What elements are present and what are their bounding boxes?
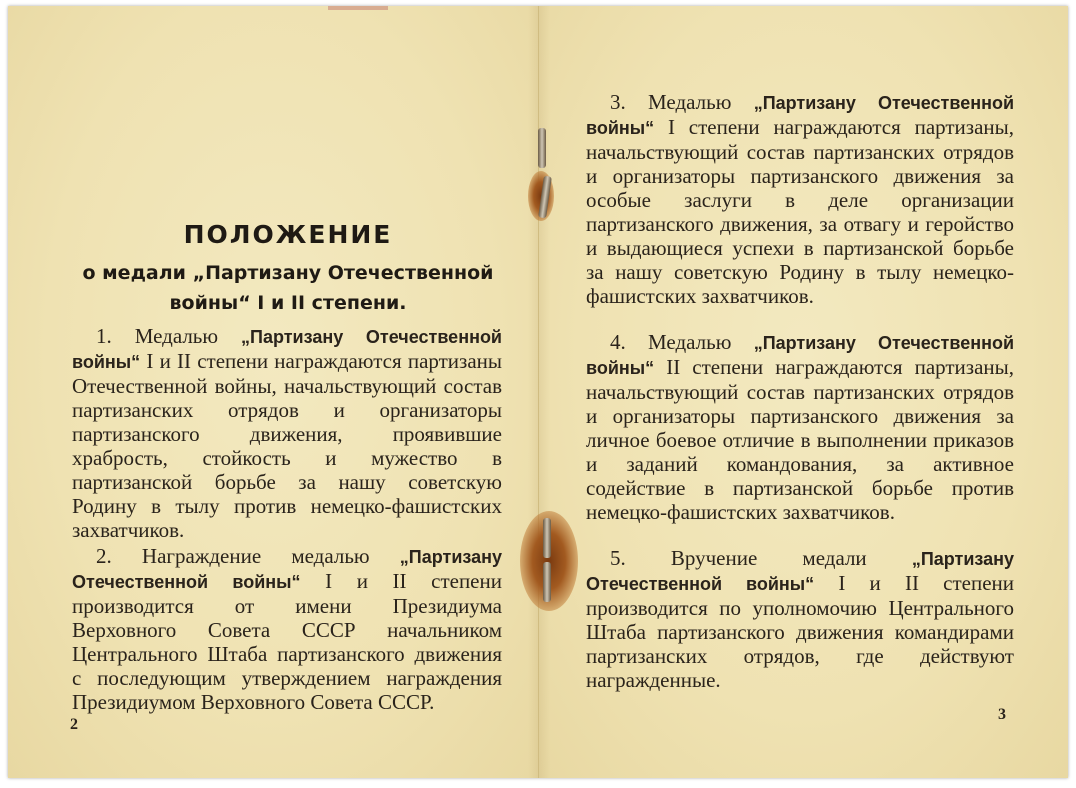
paragraph-5-number: 5. Вручение медали	[610, 546, 867, 570]
staple-top	[538, 128, 546, 168]
staple-bottom-lower	[543, 562, 551, 602]
paragraph-5-medal: „Партизану Отечественной войны“	[586, 549, 1015, 594]
paragraph-1-number: 1. Медалью	[96, 324, 219, 348]
booklet-spread	[8, 6, 1068, 778]
paragraph-3-number: 3. Медалью	[610, 90, 732, 114]
page-number-left: 2	[70, 716, 78, 733]
paragraph-3-text: I степени награждаются партизаны, начальствующий состав партизанских отрядов и организаторы партизанского движения за особые заслуги в деле организации партизанского движения, за отвагу и геройство и выдающиеся успехи в партизанской борьбе за нашу советскую Родину в тылу немецко-фашистских захватчиков.	[586, 115, 1015, 308]
paragraph-4-medal: „Партизану Отечественной войны“	[586, 333, 1015, 378]
paragraph-5-text: I и II степени производится по уполномочию Центрального Штаба партизанского движения командирами партизанских отрядов, где действуют награжденные.	[586, 571, 1015, 692]
paragraph-5	[586, 546, 1014, 692]
document-title: ПОЛОЖЕНИЕ	[183, 220, 393, 249]
paragraph-4-text: II степени награждаются партизаны, начальствующий состав партизанских отрядов и организаторы партизанского движения за личное боевое отличие в выполнении приказов и заданий командования, за активное содействие в партизанской борьбе против немецко-фашистских захватчиков.	[586, 355, 1015, 524]
spine-fold	[528, 6, 550, 778]
paragraph-4	[586, 330, 1014, 524]
paragraph-2-medal: „Партизану Отечественной войны“	[72, 547, 502, 592]
paragraph-2	[72, 544, 502, 714]
paragraph-1-text: I и II степени награждаются партизаны Отечественной войны, начальствующий состав партизанских отрядов и организаторы партизанского движения, проявившие храбрость, стойкость и мужество в партизанской борьбе за нашу советскую Родину в тылу против немецко-фашистских захватчиков.	[72, 349, 502, 542]
staple-bottom	[543, 518, 551, 558]
paragraph-2-number: 2. Награждение медалью	[96, 544, 370, 568]
paragraph-4-number: 4. Медалью	[610, 330, 732, 354]
paragraph-1-medal: „Партизану Отечественной войны“	[72, 327, 502, 372]
paragraph-3-medal: „Партизану Отечественной войны“	[586, 93, 1015, 138]
paragraph-1	[72, 324, 502, 542]
document-subtitle: о медали „Партизану Отечественной войны“ I и II степени.	[82, 262, 494, 314]
cover-edge-mark	[328, 6, 388, 10]
paragraph-2-text: I и II степени производится от имени Президиума Верховного Совета СССР начальником Центрального Штаба партизанского движения с последующим утверждением награждения Президиумом Верховного Совета СССР.	[72, 569, 502, 714]
paragraph-3	[586, 90, 1014, 308]
page-number-right: 3	[998, 706, 1006, 723]
